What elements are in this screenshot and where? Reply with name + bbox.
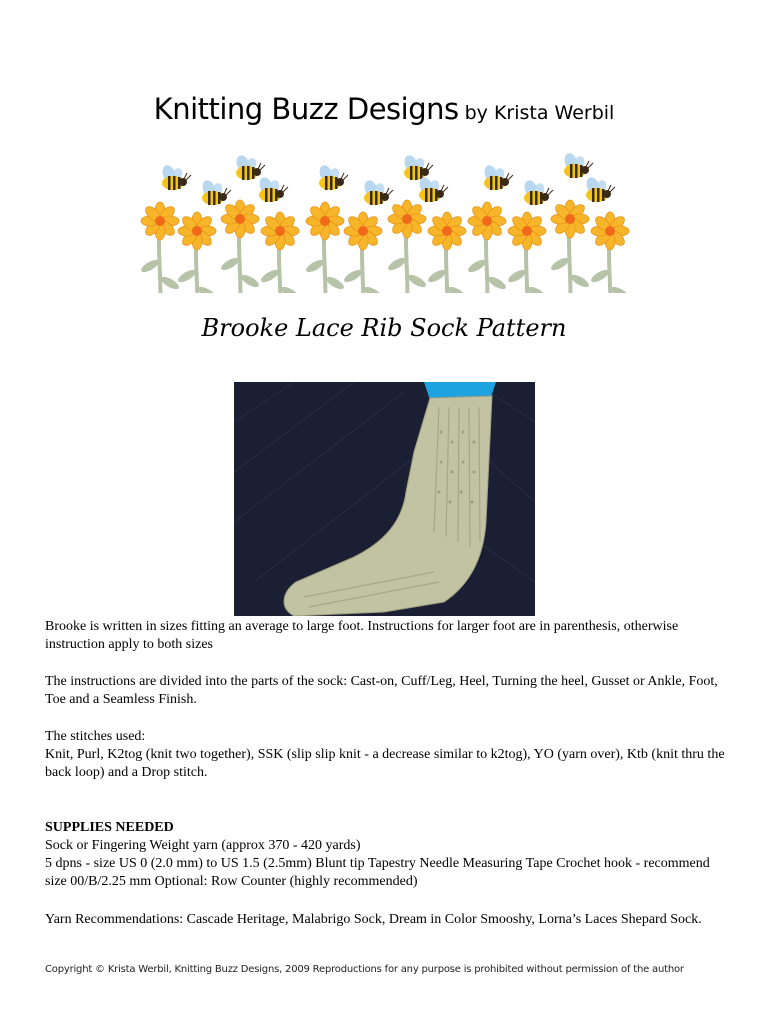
supplies-yarn: Sock or Fingering Weight yarn (approx 370 - 420 yards) [45,838,361,853]
parts-text: The instructions are divided into the parts of the sock: Cast-on, Cuff/Leg, Heel, Turning the heel, Gusset or Ankle, Foot, Toe and a Seamless Finish. [45,674,718,707]
supplies-tools: 5 dpns - size US 0 (2.0 mm) to US 1.5 (2.5mm) Blunt tip Tapestry Needle Measuring Tape Crochet hook - recommend size 00/B/2.25 mm Optional: Row Counter (highly recommended) [45,856,710,889]
flower-row [139,200,630,293]
copyright-footer: Copyright © Krista Werbil, Knitting Buzz Designs, 2009 Reproductions for any purpose is prohibited without permission of the author [45,964,684,975]
yarn-recommendations [45,911,725,929]
author-byline: by Krista Werbil [464,102,615,124]
bee-row [160,151,615,205]
stitches-paragraph [45,728,725,782]
sock-photo [234,382,535,616]
header [0,92,768,126]
supplies-section [45,819,725,891]
stitches-list: Knit, Purl, K2tog (knit two together), SSK (slip slip knit - a decrease similar to k2tog), YO (yarn over), Ktb (knit thru the back loop) and a Drop stitch. [45,747,725,780]
pattern-title: Brooke Lace Rib Sock Pattern [201,314,567,342]
brand-name: Knitting Buzz Designs [153,92,459,126]
intro-paragraph [45,618,725,654]
yarn-recommendations-text: Yarn Recommendations: Cascade Heritage, Malabrigo Sock, Dream in Color Smooshy, Lorna’s Laces Shepard Sock. [45,912,702,927]
parts-paragraph [45,673,725,709]
bee-flower-banner [135,133,635,293]
supplies-heading: SUPPLIES NEEDED [45,820,174,835]
stitches-label: The stitches used: [45,729,146,744]
intro-text: Brooke is written in sizes fitting an average to large foot. Instructions for larger foot are in parenthesis, otherwise instruction apply to both sizes [45,619,679,652]
